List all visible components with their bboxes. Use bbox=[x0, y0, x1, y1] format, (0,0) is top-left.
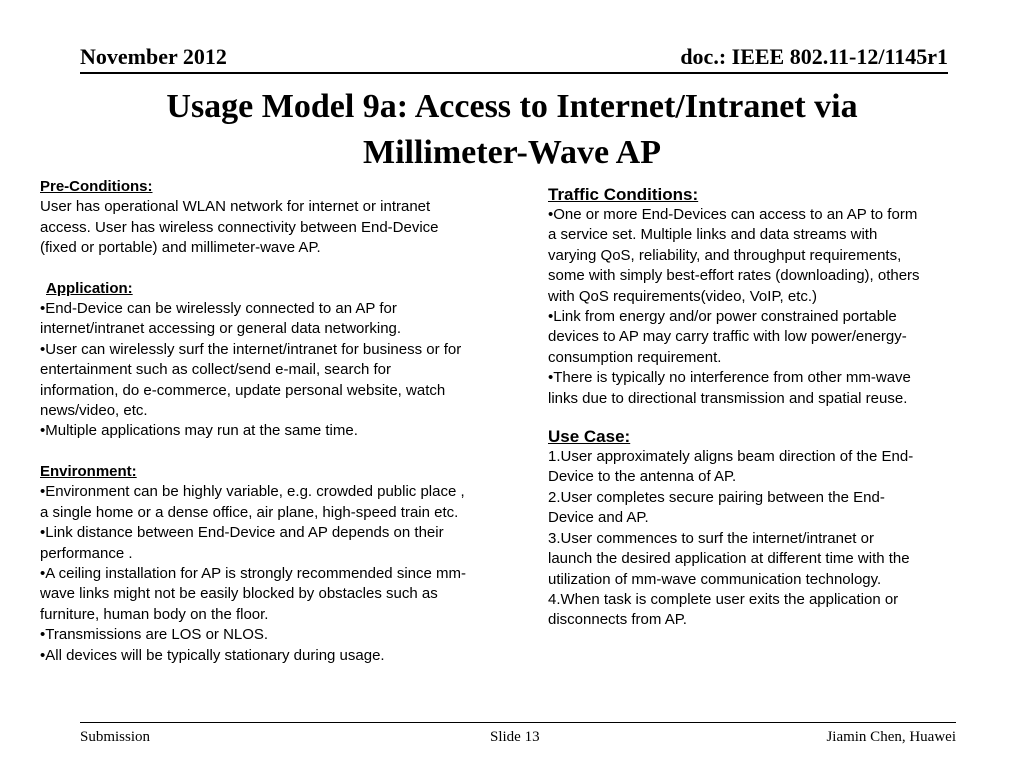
environment-section bbox=[40, 462, 530, 666]
application-line: entertainment such as collect/send e-mail, search for bbox=[40, 361, 391, 379]
application-line: information, do e-commerce, update personal website, watch bbox=[40, 381, 446, 399]
slide-title bbox=[60, 84, 964, 176]
environment-line: •Transmissions are LOS or NLOS. bbox=[40, 626, 269, 644]
left-column bbox=[40, 177, 530, 666]
application-line: •Multiple applications may run at the same time. bbox=[40, 422, 358, 440]
slide-title-line-1: Usage Model 9a: Access to Internet/Intranet via bbox=[166, 88, 858, 125]
preconditions-section bbox=[40, 177, 530, 259]
traffic-line: some with simply best-effort rates (downloading), others bbox=[548, 267, 920, 285]
environment-line: performance . bbox=[40, 544, 133, 562]
usecase-line: disconnects from AP. bbox=[548, 611, 687, 629]
preconditions-line: access. User has wireless connectivity between End-Device bbox=[40, 218, 439, 236]
traffic-line: •Link from energy and/or power constrained portable bbox=[548, 308, 897, 326]
slide-header bbox=[80, 40, 948, 74]
environment-line: a single home or a dense office, air plane, high-speed train etc. bbox=[40, 503, 459, 521]
traffic-line: a service set. Multiple links and data streams with bbox=[548, 226, 878, 244]
application-title: Application: bbox=[46, 279, 133, 297]
usecase-line: 3.User commences to surf the internet/intranet or bbox=[548, 529, 874, 547]
environment-line: •Link distance between End-Device and AP depends on their bbox=[40, 524, 444, 542]
environment-line: wave links might not be easily blocked by obstacles such as bbox=[40, 585, 438, 603]
footer-slide-number: Slide 13 bbox=[490, 729, 540, 745]
environment-title: Environment: bbox=[40, 462, 137, 480]
usecase-line: 2.User completes secure pairing between the End- bbox=[548, 488, 885, 506]
traffic-line: •There is typically no interference from other mm-wave bbox=[548, 369, 911, 387]
environment-line: •A ceiling installation for AP is strongly recommended since mm- bbox=[40, 564, 466, 582]
usecase-line: launch the desired application at different time with the bbox=[548, 550, 910, 568]
preconditions-line: User has operational WLAN network for internet or intranet bbox=[40, 198, 431, 216]
right-column bbox=[548, 185, 978, 631]
application-line: •User can wirelessly surf the internet/intranet for business or for bbox=[40, 340, 462, 358]
slide-footer bbox=[80, 722, 956, 753]
environment-line: •All devices will be typically stationary during usage. bbox=[40, 646, 385, 664]
traffic-title: Traffic Conditions: bbox=[548, 185, 699, 204]
traffic-line: consumption requirement. bbox=[548, 348, 722, 366]
usecase-line: Device and AP. bbox=[548, 509, 649, 527]
traffic-line: •One or more End-Devices can access to an AP to form bbox=[548, 206, 918, 223]
traffic-line: varying QoS, reliability, and throughput requirements, bbox=[548, 246, 902, 264]
footer-submission: Submission bbox=[80, 729, 151, 745]
application-line: internet/intranet accessing or general data networking. bbox=[40, 320, 402, 338]
usecase-line: utilization of mm-wave communication technology. bbox=[548, 570, 882, 588]
usecase-line: 4.When task is complete user exits the application or bbox=[548, 590, 899, 608]
traffic-line: links due to directional transmission and spatial reuse. bbox=[548, 389, 908, 407]
application-line: •End-Device can be wirelessly connected to an AP for bbox=[40, 300, 397, 318]
preconditions-line: (fixed or portable) and millimeter-wave AP. bbox=[40, 239, 321, 257]
traffic-line: devices to AP may carry traffic with low power/energy- bbox=[548, 328, 907, 346]
footer-author: Jiamin Chen, Huawei bbox=[826, 729, 956, 745]
traffic-line: with QoS requirements(video, VoIP, etc.) bbox=[548, 287, 818, 305]
preconditions-title: Pre-Conditions: bbox=[40, 178, 153, 195]
usecase-section bbox=[548, 427, 978, 631]
traffic-section bbox=[548, 185, 978, 409]
header-doc-id: doc.: IEEE 802.11-12/1145r1 bbox=[680, 44, 948, 69]
slide-title-line-2: Millimeter-Wave AP bbox=[362, 134, 661, 171]
application-section bbox=[40, 279, 530, 442]
environment-line: furniture, human body on the floor. bbox=[40, 605, 269, 623]
usecase-line: 1.User approximately aligns beam direction of the End- bbox=[548, 448, 914, 466]
usecase-title: Use Case: bbox=[548, 427, 631, 447]
environment-line: •Environment can be highly variable, e.g. crowded public place , bbox=[40, 483, 465, 501]
application-line: news/video, etc. bbox=[40, 402, 148, 420]
usecase-line: Device to the antenna of AP. bbox=[548, 468, 737, 486]
header-date: November 2012 bbox=[80, 44, 227, 69]
